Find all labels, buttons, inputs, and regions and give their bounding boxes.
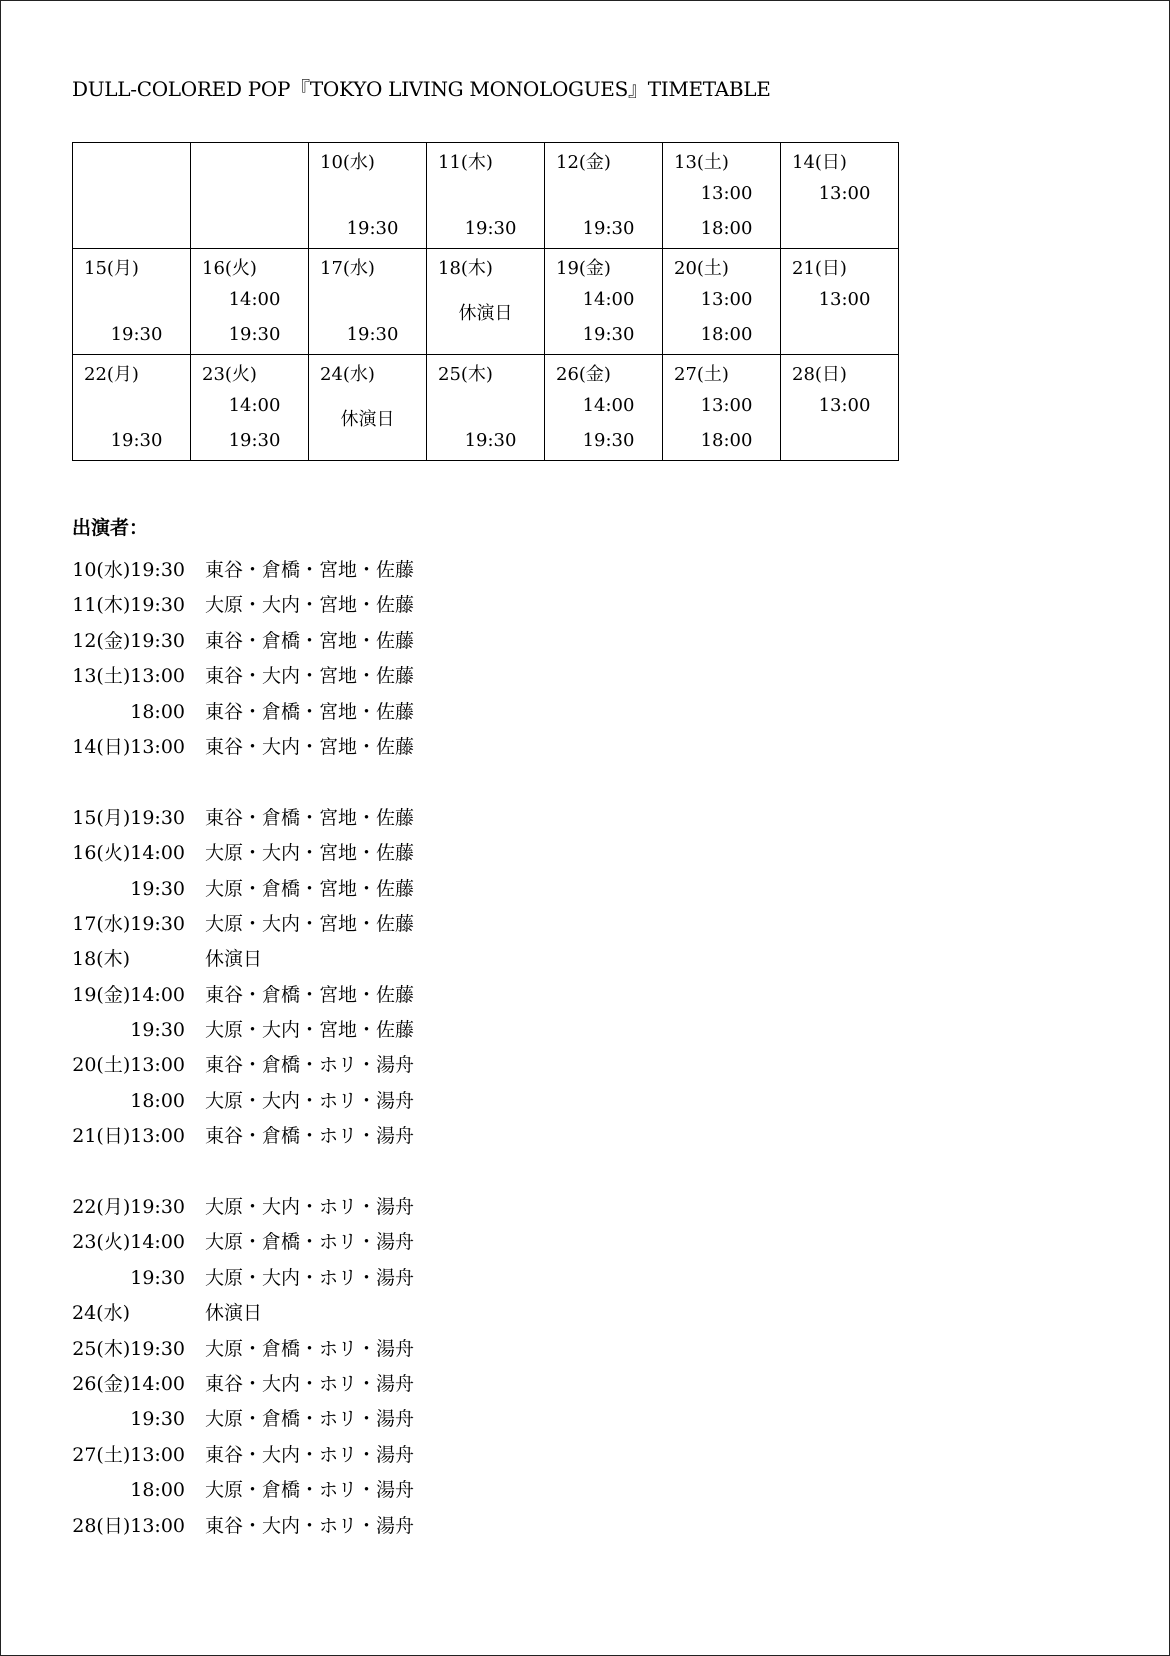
cast-names: 東谷・大内・ホリ・湯舟 (205, 1443, 415, 1466)
cast-row (72, 1332, 772, 1367)
cell-showtime: 13:00 (818, 289, 871, 310)
cast-row (72, 801, 772, 836)
cell-day-label: 20(土) (674, 258, 729, 279)
cast-names: 東谷・倉橋・宮地・佐藤 (205, 983, 415, 1006)
cast-names: 東谷・大内・宮地・佐藤 (205, 665, 415, 688)
cell-showtime: 14:00 (228, 289, 281, 310)
cast-performance-time: 18:00 (130, 1479, 185, 1502)
cast-performance-time: 18:00 (130, 700, 185, 723)
cast-row (72, 1367, 772, 1402)
cast-row (72, 1190, 772, 1225)
cast-heading: 出演者： (72, 517, 149, 539)
timetable-cell (427, 355, 545, 461)
timetable (72, 142, 899, 461)
cell-showtime: 13:00 (700, 183, 753, 204)
cast-performance-time: 13(土)13:00 (72, 665, 185, 688)
cell-showtime: 19:30 (464, 430, 517, 451)
cast-performance-time: 19(金)14:00 (72, 983, 185, 1006)
cast-row (72, 942, 772, 977)
cast-list (72, 553, 772, 1544)
cell-showtime: 13:00 (700, 395, 753, 416)
timetable-cell (309, 143, 427, 249)
cast-names: 大原・大内・宮地・佐藤 (205, 1019, 415, 1042)
cast-names: 休演日 (205, 948, 263, 971)
cell-showtime: 13:00 (700, 289, 753, 310)
cast-names: 大原・倉橋・ホリ・湯舟 (205, 1231, 415, 1254)
cast-names: 大原・大内・ホリ・湯舟 (205, 1266, 415, 1289)
cast-performance-time: 23(火)14:00 (72, 1231, 185, 1254)
cast-performance-time: 28(日)13:00 (72, 1514, 185, 1537)
cast-performance-time: 11(木)19:30 (72, 594, 185, 617)
cell-showtime: 19:30 (464, 218, 517, 239)
cast-performance-time: 19:30 (130, 1408, 185, 1431)
cast-names: 東谷・倉橋・ホリ・湯舟 (205, 1054, 415, 1077)
cast-performance-time: 24(水) (72, 1302, 131, 1325)
cast-names: 東谷・大内・ホリ・湯舟 (205, 1372, 415, 1395)
timetable-cell (73, 249, 191, 355)
cast-names: 東谷・倉橋・宮地・佐藤 (205, 559, 415, 581)
cast-performance-time: 16(火)14:00 (72, 842, 185, 865)
timetable-cell (545, 143, 663, 249)
cell-day-label: 11(木) (438, 152, 493, 173)
cast-performance-time: 18(木) (72, 948, 131, 971)
cell-showtime: 14:00 (582, 395, 635, 416)
timetable-cell (781, 249, 899, 355)
cast-performance-time: 19:30 (130, 877, 185, 900)
cell-day-label: 13(土) (674, 152, 729, 173)
cast-names: 大原・大内・ホリ・湯舟 (205, 1089, 415, 1112)
cell-showtime: 19:30 (110, 430, 163, 451)
cast-performance-time: 17(水)19:30 (72, 912, 185, 935)
cast-row (72, 659, 772, 694)
page-title: DULL-COLORED POP『TOKYO LIVING MONOLOGUES』TIMETABLE (72, 77, 771, 101)
cell-showtime: 19:30 (346, 324, 399, 345)
cell-day-label: 10(水) (320, 152, 375, 173)
cell-day-label: 16(火) (202, 258, 257, 279)
cell-showtime: 19:30 (582, 218, 635, 239)
timetable-row (73, 143, 899, 249)
cell-day-label: 28(日) (792, 364, 847, 385)
cast-names: 東谷・大内・ホリ・湯舟 (205, 1514, 415, 1537)
timetable-row (73, 355, 899, 461)
cell-day-label: 19(金) (556, 258, 611, 279)
cast-spacer (72, 1155, 772, 1190)
cell-day-label: 25(木) (438, 364, 493, 385)
cast-names: 東谷・倉橋・ホリ・湯舟 (205, 1125, 415, 1148)
cell-day-label: 17(水) (320, 258, 375, 279)
cast-row (72, 695, 772, 730)
timetable-cell (663, 143, 781, 249)
cell-showtime: 13:00 (818, 395, 871, 416)
timetable-cell (427, 143, 545, 249)
timetable-cell (545, 249, 663, 355)
cast-row (72, 1048, 772, 1083)
cell-day-label: 15(月) (84, 258, 139, 279)
cast-performance-time: 19:30 (130, 1266, 185, 1289)
cast-names: 東谷・倉橋・宮地・佐藤 (205, 806, 415, 829)
timetable-cell (427, 249, 545, 355)
cast-row (72, 1119, 772, 1154)
cell-day-label: 26(金) (556, 364, 611, 385)
cell-rest-day: 休演日 (458, 303, 513, 324)
cell-showtime: 13:00 (818, 183, 871, 204)
cast-names: 東谷・倉橋・宮地・佐藤 (205, 700, 415, 723)
cast-row (72, 1438, 772, 1473)
timetable-row (73, 249, 899, 355)
cell-day-label: 22(月) (84, 364, 139, 385)
cast-row (72, 553, 772, 588)
cast-row (72, 907, 772, 942)
timetable-cell (191, 143, 309, 249)
cast-names: 大原・大内・宮地・佐藤 (205, 842, 415, 865)
cast-names: 東谷・大内・宮地・佐藤 (205, 735, 415, 758)
cell-day-label: 14(日) (792, 152, 847, 173)
cell-rest-day: 休演日 (340, 409, 395, 430)
cast-performance-time: 20(土)13:00 (72, 1054, 185, 1077)
timetable-cell (545, 355, 663, 461)
cell-day-label: 12(金) (556, 152, 611, 173)
cast-row (72, 1261, 772, 1296)
cast-row (72, 978, 772, 1013)
cast-spacer (72, 765, 772, 800)
cast-row (72, 1473, 772, 1508)
cast-names: 東谷・倉橋・宮地・佐藤 (205, 629, 415, 652)
cast-row (72, 588, 772, 623)
cell-day-label: 21(日) (792, 258, 847, 279)
cast-row (72, 1084, 772, 1119)
cell-showtime: 14:00 (228, 395, 281, 416)
cast-names: 大原・倉橋・宮地・佐藤 (205, 877, 415, 900)
cell-day-label: 23(火) (202, 364, 257, 385)
cast-names: 大原・倉橋・ホリ・湯舟 (205, 1337, 415, 1360)
cell-showtime: 18:00 (700, 430, 753, 451)
cell-showtime: 18:00 (700, 218, 753, 239)
cell-showtime: 18:00 (700, 324, 753, 345)
cast-row (72, 1225, 772, 1260)
cast-performance-time: 22(月)19:30 (72, 1196, 185, 1219)
timetable-cell (309, 249, 427, 355)
cell-showtime: 19:30 (228, 324, 281, 345)
cast-performance-time: 26(金)14:00 (72, 1372, 185, 1395)
cell-day-label: 24(水) (320, 364, 375, 385)
timetable-cell (663, 249, 781, 355)
cast-row (72, 1296, 772, 1331)
cast-names: 大原・大内・宮地・佐藤 (205, 594, 415, 617)
cast-row (72, 872, 772, 907)
cast-names: 大原・大内・ホリ・湯舟 (205, 1196, 415, 1219)
cast-performance-time: 27(土)13:00 (72, 1443, 185, 1466)
timetable-cell (73, 355, 191, 461)
cast-performance-time: 15(月)19:30 (72, 806, 185, 829)
cell-showtime: 19:30 (582, 324, 635, 345)
cell-showtime: 19:30 (582, 430, 635, 451)
cell-showtime: 19:30 (346, 218, 399, 239)
cast-row (72, 624, 772, 659)
cell-showtime: 14:00 (582, 289, 635, 310)
cell-showtime: 19:30 (228, 430, 281, 451)
cast-performance-time: 21(日)13:00 (72, 1125, 185, 1148)
timetable-cell (73, 143, 191, 249)
cast-performance-time: 12(金)19:30 (72, 629, 185, 652)
cast-row (72, 1013, 772, 1048)
cell-showtime: 19:30 (110, 324, 163, 345)
cast-row (72, 836, 772, 871)
timetable-cell (781, 143, 899, 249)
timetable-cell (781, 355, 899, 461)
cast-names: 大原・倉橋・ホリ・湯舟 (205, 1408, 415, 1431)
cast-names: 大原・倉橋・ホリ・湯舟 (205, 1479, 415, 1502)
timetable-cell (663, 355, 781, 461)
cell-day-label: 18(木) (438, 258, 493, 279)
cast-performance-time: 18:00 (130, 1089, 185, 1112)
timetable-cell (191, 249, 309, 355)
cast-names: 大原・大内・宮地・佐藤 (205, 912, 415, 935)
cell-day-label: 27(土) (674, 364, 729, 385)
cast-performance-time: 14(日)13:00 (72, 735, 185, 758)
cast-performance-time: 19:30 (130, 1019, 185, 1042)
timetable-cell (191, 355, 309, 461)
cast-row (72, 730, 772, 765)
cast-performance-time: 25(木)19:30 (72, 1337, 185, 1360)
cast-row (72, 1402, 772, 1437)
timetable-cell (309, 355, 427, 461)
cast-names: 休演日 (205, 1302, 263, 1325)
cast-row (72, 1509, 772, 1544)
cast-performance-time: 10(水)19:30 (72, 559, 185, 581)
